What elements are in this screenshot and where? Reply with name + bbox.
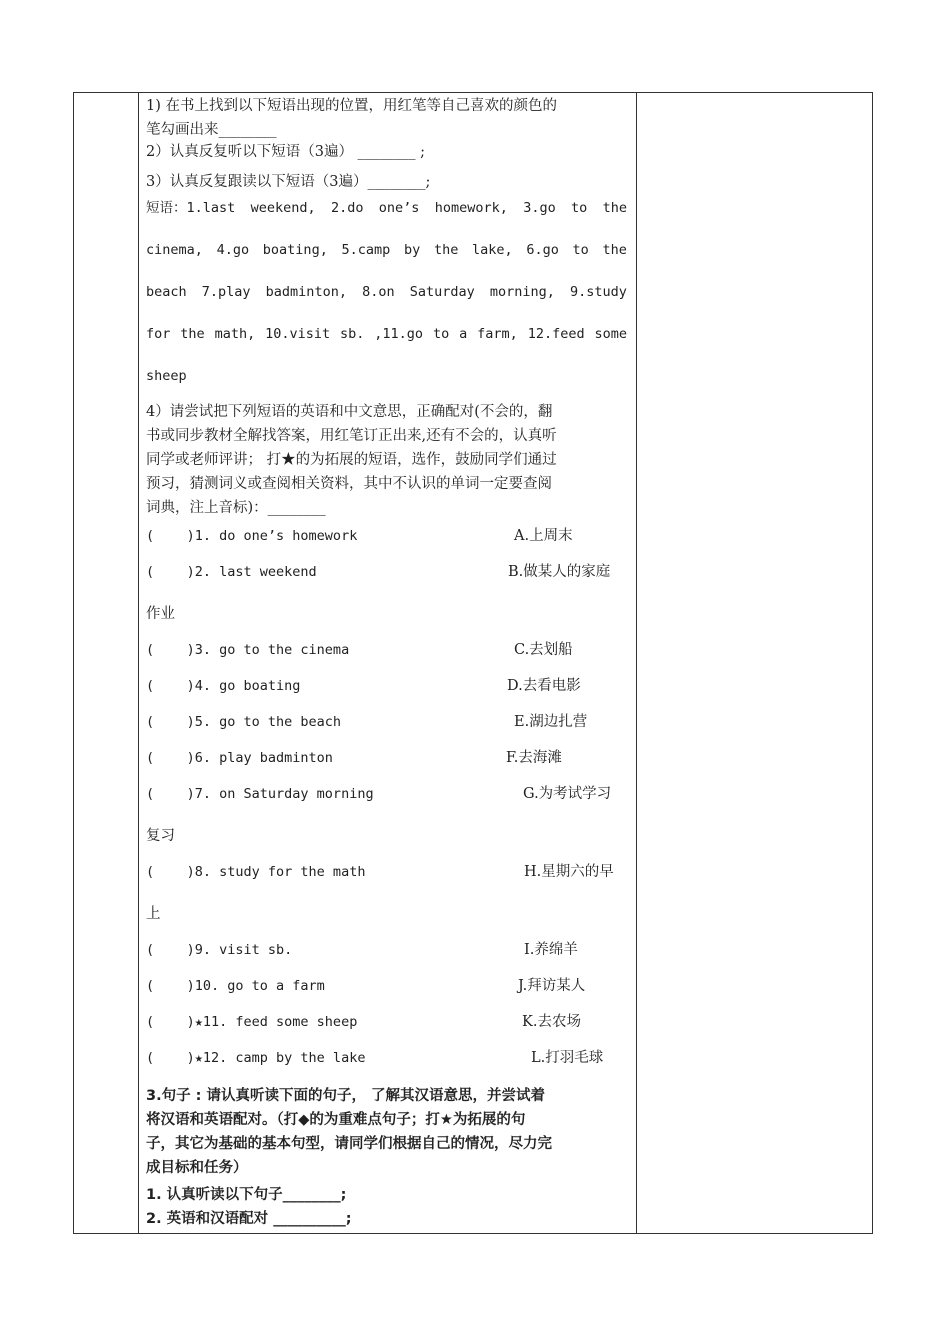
- match-item-4: ( )4. go boating: [146, 678, 301, 694]
- match-item-1: ( )1. do one’s homework: [146, 528, 358, 544]
- match-item-10: ( )10. go to a farm: [146, 978, 325, 994]
- step-1-line-2: 笔勾画出来________: [146, 122, 277, 138]
- phrase-word: weekend,: [250, 200, 316, 216]
- match-item-8: ( )8. study for the math: [146, 864, 366, 880]
- phrase-word: 2.do: [330, 200, 364, 216]
- step-1-line-1: 1) 在书上找到以下短语出现的位置，用红笔等自己喜欢的颜色的: [146, 98, 557, 114]
- phrase-word: math,: [214, 326, 256, 342]
- match-answer-F: F.去海滩: [506, 750, 562, 766]
- phrase-word: 6.go: [526, 242, 559, 258]
- phrase-word: to: [571, 200, 588, 216]
- match-item-7: ( )7. on Saturday morning: [146, 786, 374, 802]
- column-divider-right: [636, 93, 637, 1233]
- phrase-word: the: [180, 326, 205, 342]
- phrases-line-5: sheep: [146, 368, 187, 384]
- phrase-word: a: [459, 326, 468, 342]
- phrase-word: 8.on: [362, 284, 395, 300]
- phrase-word: some: [594, 326, 627, 342]
- phrase-word: 5.camp: [341, 242, 391, 258]
- phrase-word: to: [432, 326, 450, 342]
- step-2: 2）认真反复听以下短语（3遍） ________ ;: [146, 144, 426, 160]
- phrase-word: badminton,: [265, 284, 347, 300]
- phrase-word: boating,: [262, 242, 328, 258]
- sentences-heading-line-1: 3.句子 : 请认真听读下面的句子， 了解其汉语意思，并尝试着: [146, 1088, 546, 1104]
- match-answer-E: E.湖边扎营: [514, 714, 588, 730]
- match-answer-C: C.去划船: [514, 642, 573, 658]
- phrases-line-2: [146, 240, 627, 260]
- match-answer-L: L.打羽毛球: [531, 1050, 604, 1066]
- match-answer-J: J.拜访某人: [518, 978, 586, 994]
- step-4-line-3: 同学或老师评讲； 打★的为拓展的短语，选作，鼓励同学们通过: [146, 452, 557, 468]
- phrase-word: 3.go: [523, 200, 556, 216]
- sentences-task-2: 2. 英语和汉语配对 __________;: [146, 1211, 352, 1227]
- match-answer-H: H.星期六的早: [524, 864, 614, 880]
- phrases-line-1: [146, 198, 627, 218]
- phrase-word: Saturday: [409, 284, 475, 300]
- phrase-word: ,11.go: [374, 326, 424, 342]
- phrase-word: 12.feed: [527, 326, 585, 342]
- step-4-line-4: 预习，猜测词义或查阅相关资料，其中不认识的单词一定要查阅: [146, 476, 552, 492]
- phrase-word: 7.play: [201, 284, 251, 300]
- column-divider-left: [138, 93, 139, 1233]
- match-answer-A: A.上周末: [514, 528, 573, 544]
- match-answer-B: B.做某人的家庭: [508, 564, 611, 580]
- match-answer-G-cont: 复习: [146, 828, 175, 844]
- sentences-heading-line-3: 子，其它为基础的基本句型，请同学们根据自己的情况，尽力完: [146, 1136, 552, 1152]
- match-item-2: ( )2. last weekend: [146, 564, 317, 580]
- phrase-word: to: [572, 242, 589, 258]
- phrase-word: morning,: [489, 284, 555, 300]
- phrase-word: homework,: [434, 200, 508, 216]
- match-item-3: ( )3. go to the cinema: [146, 642, 350, 658]
- phrase-word: lake,: [472, 242, 513, 258]
- phrase-word: for: [146, 326, 171, 342]
- phrases-line-4: [146, 324, 627, 344]
- phrase-word: by: [403, 242, 421, 258]
- match-item-5: ( )5. go to the beach: [146, 714, 342, 730]
- phrase-word: 10.visit: [265, 326, 331, 342]
- phrase-word: farm,: [477, 326, 518, 342]
- phrase-word: the: [602, 242, 627, 258]
- phrase-word: 短语：1.last: [146, 200, 236, 216]
- sentences-heading-line-4: 成目标和任务）: [146, 1160, 248, 1176]
- step-4-line-2: 书或同步教材全解找答案，用红笔订正出来,还有不会的，认真听: [146, 428, 557, 444]
- match-answer-G: G.为考试学习: [523, 786, 612, 802]
- phrase-word: 9.study: [570, 284, 627, 300]
- phrase-word: beach: [146, 284, 187, 300]
- match-answer-K: K.去农场: [522, 1014, 581, 1030]
- match-answer-B-cont: 作业: [146, 606, 175, 622]
- sentences-heading-line-2: 将汉语和英语配对。（打◆的为重难点句子；打★为拓展的句: [146, 1112, 526, 1128]
- match-item-6: ( )6. play badminton: [146, 750, 333, 766]
- step-4-line-1: 4）请尝试把下列短语的英语和中文意思，正确配对(不会的，翻: [146, 404, 553, 420]
- phrase-word: 4.go: [216, 242, 250, 258]
- match-item-11: ( )★11. feed some sheep: [146, 1014, 358, 1030]
- phrases-line-3: [146, 282, 627, 302]
- phrase-word: cinema,: [146, 242, 203, 258]
- match-answer-I: I.养绵羊: [524, 942, 578, 958]
- step-4-line-5: 词典，注上音标)：________: [146, 500, 326, 516]
- phrase-word: one’s: [378, 200, 420, 216]
- phrase-word: the: [433, 242, 459, 258]
- step-3: 3）认真反复跟读以下短语（3遍）________;: [146, 174, 431, 190]
- sentences-task-1: 1. 认真听读以下句子________;: [146, 1187, 347, 1203]
- phrase-word: the: [602, 200, 627, 216]
- match-answer-D: D.去看电影: [507, 678, 581, 694]
- match-item-12: ( )★12. camp by the lake: [146, 1050, 366, 1066]
- match-item-9: ( )9. visit sb.: [146, 942, 293, 958]
- match-answer-H-cont: 上: [146, 906, 161, 922]
- phrase-word: sb.: [340, 326, 365, 342]
